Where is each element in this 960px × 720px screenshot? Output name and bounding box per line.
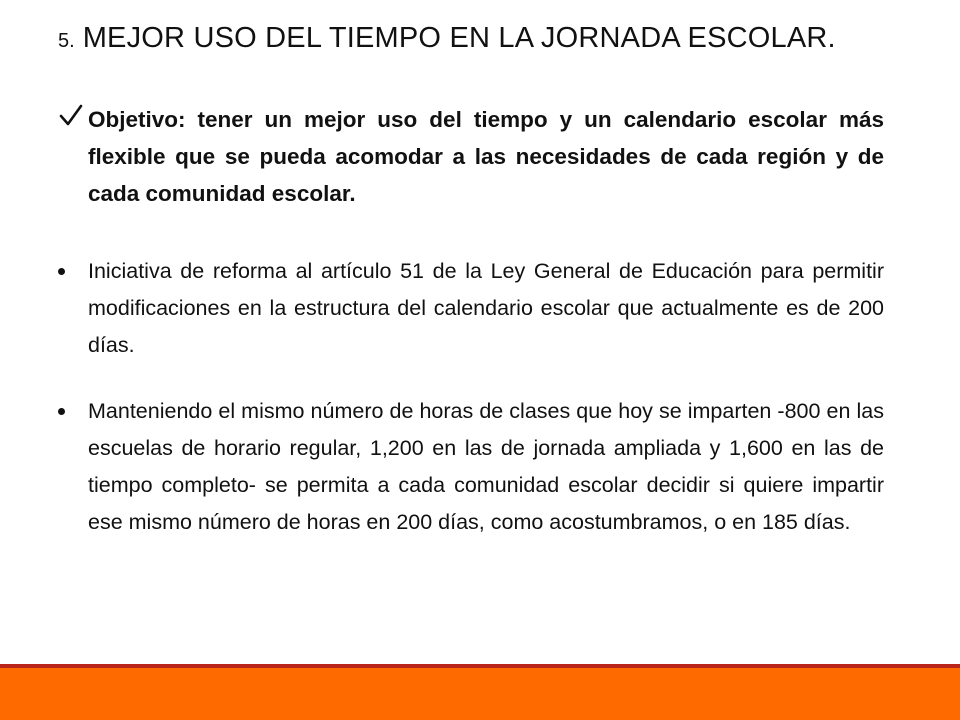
title-number: 5.	[58, 30, 75, 52]
bullet-item	[58, 253, 884, 364]
bullet-text: Iniciativa de reforma al artículo 51 de la Ley General de Educación para permitir modificaciones en la estructura del calendario escolar que actualmente es de 200 días.	[88, 259, 884, 357]
footer-bar	[0, 668, 960, 720]
checkmark-icon	[58, 101, 84, 131]
bullet-dot-icon	[58, 268, 65, 275]
objective-item	[58, 101, 884, 212]
title-text: MEJOR USO DEL TIEMPO EN LA JORNADA ESCOLAR.	[82, 22, 836, 54]
objective-text: Objetivo: tener un mejor uso del tiempo y un calendario escolar más flexible que se pueda acomodar a las necesidades de cada región y de cada comunidad escolar.	[88, 107, 884, 206]
bullet-text: Manteniendo el mismo número de horas de clases que hoy se imparten -800 en las escuelas de horario regular, 1,200 en las de jornada ampliada y 1,600 en las de tiempo completo- se permita a cada comunidad escolar decidir si quiere impartir ese mismo número de horas en 200 días, como acostumbramos, o en 185 días.	[88, 399, 884, 534]
bullet-dot-icon	[58, 408, 65, 415]
bullet-item	[58, 393, 884, 541]
slide-title	[58, 22, 918, 55]
